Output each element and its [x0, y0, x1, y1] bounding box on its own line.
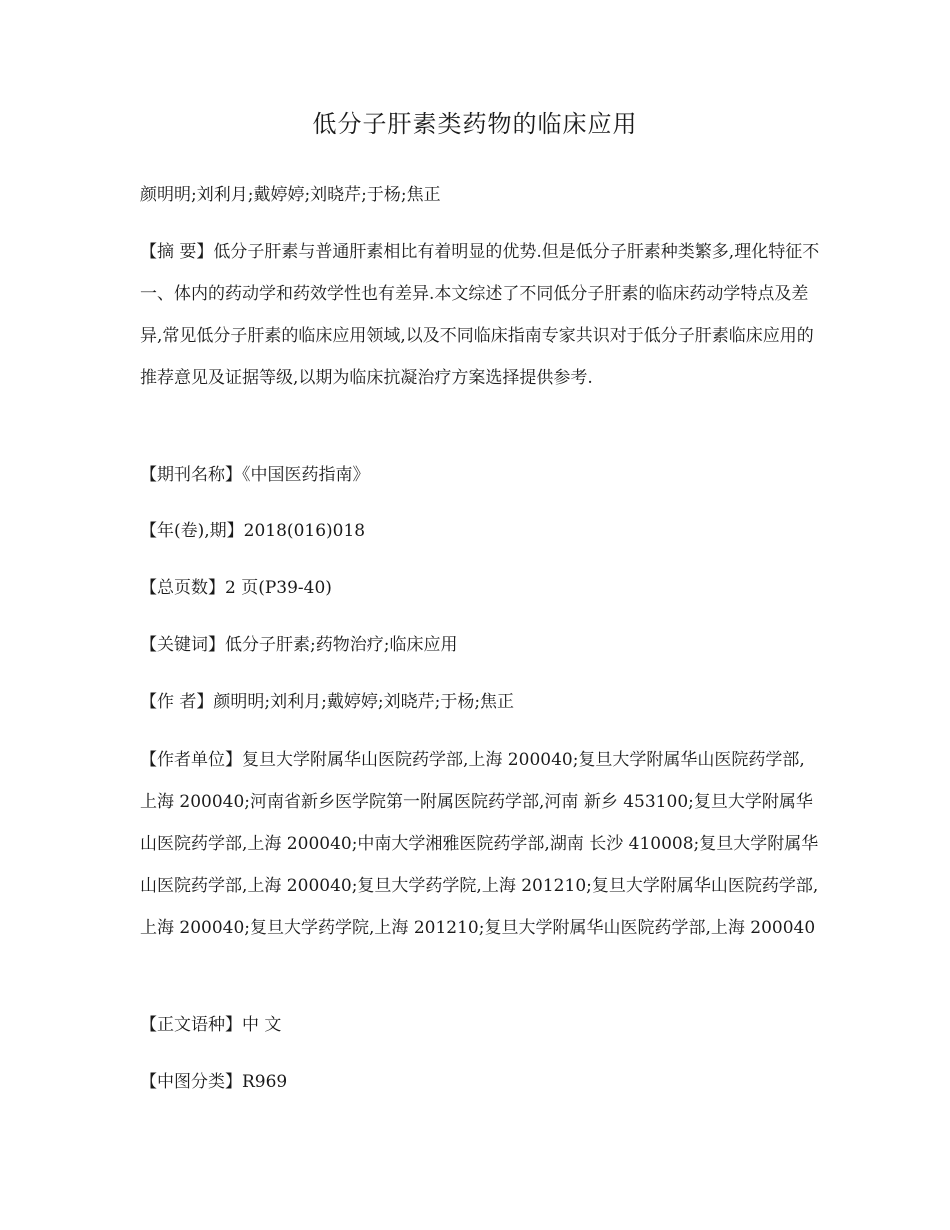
- classification-section: [140, 1068, 820, 1096]
- affiliation-label: 【作者单位】: [140, 750, 242, 770]
- language-value: 中 文: [242, 1015, 282, 1035]
- affiliation-value: 复旦大学附属华山医院药学部,上海 200040;复旦大学附属华山医院药学部,上海 200040;河南省新乡医学院第一附属医院药学部,河南 新乡 453100;复旦大学附属华山医院药学部,上海 200040;中南大学湘雅医院药学部,湖南 长沙 410008;复旦大学附属华山医院药学部,上海 200040;复旦大学药学院,上海 201210;复旦大学附属华山医院药学部,上海 200040;复旦大学药学院,上海 201210;复旦大学附属华山医院药学部,上海 200040: [140, 750, 819, 938]
- author-section: [140, 688, 820, 716]
- classification-label: 【中图分类】: [140, 1072, 242, 1092]
- affiliation-section: [140, 739, 820, 949]
- classification-value: R969: [242, 1072, 288, 1092]
- year-issue-label: 【年(卷),期】: [140, 521, 244, 541]
- journal-section: [140, 461, 820, 489]
- abstract-section: [140, 231, 820, 399]
- year-issue-value: 2018(016)018: [243, 521, 366, 541]
- keywords-section: [140, 631, 820, 659]
- keywords-label: 【关键词】: [140, 635, 225, 655]
- author-label: 【作 者】: [140, 692, 214, 712]
- author-value: 颜明明;刘利月;戴婷婷;刘晓芹;于杨;焦正: [213, 692, 515, 712]
- journal-value: 《中国医药指南》: [242, 465, 370, 485]
- pages-value: 2 页(P39-40): [225, 578, 332, 598]
- year-issue-section: [140, 517, 820, 545]
- document-title: 低分子肝素类药物的临床应用: [312, 110, 638, 138]
- journal-label: 【期刊名称】: [140, 465, 242, 485]
- keywords-value: 低分子肝素;药物治疗;临床应用: [225, 635, 458, 655]
- abstract-text: 低分子肝素与普通肝素相比有着明显的优势.但是低分子肝素种类繁多,理化特征不一、体内的药动学和药效学性也有差异.本文综述了不同低分子肝素的临床药动学特点及差异,常见低分子肝素的临床应用领域,以及不同临床指南专家共识对于低分子肝素临床应用的推荐意见及证据等级,以期为临床抗凝治疗方案选择提供参考.: [140, 242, 820, 388]
- abstract-label: 【摘 要】: [140, 242, 214, 262]
- pages-section: [140, 574, 820, 602]
- pages-label: 【总页数】: [140, 578, 225, 598]
- language-label: 【正文语种】: [140, 1015, 242, 1035]
- authors-line: 颜明明;刘利月;戴婷婷;刘晓芹;于杨;焦正: [140, 185, 441, 205]
- language-section: [140, 1011, 820, 1039]
